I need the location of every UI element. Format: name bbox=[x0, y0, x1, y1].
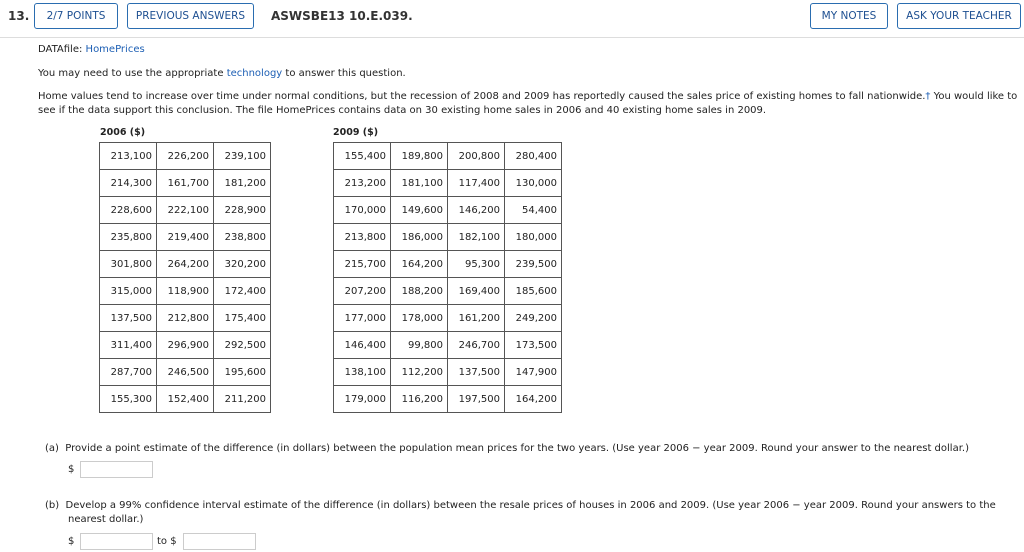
table-row bbox=[100, 386, 271, 413]
table-cell: 246,700 bbox=[448, 332, 505, 359]
table-cell: 292,500 bbox=[214, 332, 271, 359]
table-cell: 239,500 bbox=[505, 251, 562, 278]
table-cell: 170,000 bbox=[334, 197, 391, 224]
table-cell: 228,900 bbox=[214, 197, 271, 224]
table-row bbox=[334, 332, 562, 359]
table-cell: 147,900 bbox=[505, 359, 562, 386]
table-2009 bbox=[333, 142, 562, 413]
intro-text-1: Home values tend to increase over time under normal conditions, but the recession of 2008 and 2009 has reportedly caused the sales price of existing homes to fall nationwide. bbox=[38, 91, 926, 102]
table-row bbox=[100, 143, 271, 170]
table-row bbox=[334, 278, 562, 305]
part-a-label: (a) bbox=[45, 443, 59, 454]
table-cell: 175,400 bbox=[214, 305, 271, 332]
intro-text-1-end: You would like to bbox=[930, 91, 1018, 102]
table-row bbox=[334, 170, 562, 197]
table-cell: 146,200 bbox=[448, 197, 505, 224]
table-cell: 214,300 bbox=[100, 170, 157, 197]
datafile-line bbox=[38, 43, 145, 56]
table-cell: 179,000 bbox=[334, 386, 391, 413]
technology-suffix: to answer this question. bbox=[282, 68, 406, 79]
table-row bbox=[100, 224, 271, 251]
table-cell: 146,400 bbox=[334, 332, 391, 359]
table-cell: 155,400 bbox=[334, 143, 391, 170]
technology-line bbox=[38, 67, 406, 80]
table-cell: 178,000 bbox=[391, 305, 448, 332]
my-notes-button[interactable]: MY NOTES bbox=[810, 3, 888, 29]
table-cell: 137,500 bbox=[100, 305, 157, 332]
table-row bbox=[334, 359, 562, 386]
table-cell: 95,300 bbox=[448, 251, 505, 278]
table-cell: 152,400 bbox=[157, 386, 214, 413]
part-b-prompt bbox=[45, 500, 996, 511]
table-cell: 149,600 bbox=[391, 197, 448, 224]
table-row bbox=[334, 386, 562, 413]
table-cell: 112,200 bbox=[391, 359, 448, 386]
table-cell: 172,400 bbox=[214, 278, 271, 305]
technology-link[interactable]: technology bbox=[226, 68, 283, 79]
table-cell: 215,700 bbox=[334, 251, 391, 278]
table-cell: 155,300 bbox=[100, 386, 157, 413]
part-b-label: (b) bbox=[45, 500, 60, 511]
table-cell: 161,700 bbox=[157, 170, 214, 197]
table-row bbox=[334, 305, 562, 332]
footnote-dagger[interactable]: † bbox=[925, 91, 931, 102]
table-cell: 296,900 bbox=[157, 332, 214, 359]
table-cell: 213,100 bbox=[100, 143, 157, 170]
question-id: ASWSBE13 10.E.039. bbox=[271, 9, 413, 23]
table-cell: 211,200 bbox=[214, 386, 271, 413]
table-cell: 118,900 bbox=[157, 278, 214, 305]
table-cell: 280,400 bbox=[505, 143, 562, 170]
datafile-prefix: DATAfile: bbox=[38, 44, 86, 55]
table-cell: 197,500 bbox=[448, 386, 505, 413]
table-cell: 182,100 bbox=[448, 224, 505, 251]
table-cell: 189,800 bbox=[391, 143, 448, 170]
table-cell: 164,200 bbox=[391, 251, 448, 278]
table-cell: 207,200 bbox=[334, 278, 391, 305]
table-cell: 219,400 bbox=[157, 224, 214, 251]
table-row bbox=[100, 251, 271, 278]
part-b-to-label: to $ bbox=[157, 536, 177, 547]
point-estimate-input[interactable] bbox=[80, 461, 153, 478]
table-cell: 188,200 bbox=[391, 278, 448, 305]
table-cell: 311,400 bbox=[100, 332, 157, 359]
table-2006 bbox=[99, 142, 271, 413]
table-cell: 239,100 bbox=[214, 143, 271, 170]
table-cell: 246,500 bbox=[157, 359, 214, 386]
table-cell: 117,400 bbox=[448, 170, 505, 197]
table-cell: 235,800 bbox=[100, 224, 157, 251]
table-cell: 287,700 bbox=[100, 359, 157, 386]
table-row bbox=[100, 359, 271, 386]
table-cell: 181,200 bbox=[214, 170, 271, 197]
question-number: 13. bbox=[8, 9, 30, 23]
table-cell: 238,800 bbox=[214, 224, 271, 251]
table-cell: 264,200 bbox=[157, 251, 214, 278]
part-b-text-1: Develop a 99% confidence interval estimate of the difference (in dollars) between the resale prices of houses in 2006 and 2009. (Use year 2006 − year 2009. Round your answers to the bbox=[65, 500, 996, 511]
table-cell: 181,100 bbox=[391, 170, 448, 197]
table-cell: 213,200 bbox=[334, 170, 391, 197]
question-header bbox=[0, 0, 1024, 38]
table-cell: 228,600 bbox=[100, 197, 157, 224]
table-cell: 213,800 bbox=[334, 224, 391, 251]
table-cell: 195,600 bbox=[214, 359, 271, 386]
table-2009-header: 2009 ($) bbox=[333, 127, 379, 138]
table-row bbox=[334, 251, 562, 278]
table-cell: 186,000 bbox=[391, 224, 448, 251]
part-a-text: Provide a point estimate of the difference (in dollars) between the population mean prices for the two years. (Use year 2006 − year 2009. Round your answer to the nearest dollar.) bbox=[65, 443, 969, 454]
technology-prefix: You may need to use the appropriate bbox=[38, 68, 227, 79]
table-row bbox=[334, 197, 562, 224]
table-2006-header: 2006 ($) bbox=[100, 127, 146, 138]
datafile-link[interactable]: HomePrices bbox=[85, 44, 145, 55]
intro-line-2: see if the data support this conclusion. The file HomePrices contains data on 30 existing home sales in 2006 and 40 existing home sales in 2009. bbox=[38, 105, 767, 116]
table-row bbox=[100, 278, 271, 305]
table-cell: 226,200 bbox=[157, 143, 214, 170]
ci-upper-input[interactable] bbox=[183, 533, 256, 550]
table-cell: 161,200 bbox=[448, 305, 505, 332]
ci-lower-input[interactable] bbox=[80, 533, 153, 550]
table-row bbox=[334, 224, 562, 251]
table-cell: 180,000 bbox=[505, 224, 562, 251]
table-row bbox=[100, 197, 271, 224]
table-cell: 320,200 bbox=[214, 251, 271, 278]
table-cell: 137,500 bbox=[448, 359, 505, 386]
table-cell: 200,800 bbox=[448, 143, 505, 170]
part-b-currency: $ bbox=[68, 536, 75, 547]
table-cell: 116,200 bbox=[391, 386, 448, 413]
table-row bbox=[334, 143, 562, 170]
table-cell: 177,000 bbox=[334, 305, 391, 332]
table-row bbox=[100, 305, 271, 332]
table-cell: 164,200 bbox=[505, 386, 562, 413]
intro-line-1 bbox=[38, 90, 1017, 103]
table-cell: 315,000 bbox=[100, 278, 157, 305]
points-button[interactable]: 2/7 POINTS bbox=[34, 3, 118, 29]
table-cell: 138,100 bbox=[334, 359, 391, 386]
table-cell: 212,800 bbox=[157, 305, 214, 332]
table-cell: 130,000 bbox=[505, 170, 562, 197]
part-a-prompt bbox=[45, 443, 969, 454]
table-cell: 249,200 bbox=[505, 305, 562, 332]
table-cell: 173,500 bbox=[505, 332, 562, 359]
table-row bbox=[100, 332, 271, 359]
part-b-text-2: nearest dollar.) bbox=[68, 514, 144, 525]
part-a-currency: $ bbox=[68, 464, 75, 475]
table-cell: 301,800 bbox=[100, 251, 157, 278]
table-cell: 185,600 bbox=[505, 278, 562, 305]
previous-answers-button[interactable]: PREVIOUS ANSWERS bbox=[127, 3, 254, 29]
table-row bbox=[100, 170, 271, 197]
ask-teacher-button[interactable]: ASK YOUR TEACHER bbox=[897, 3, 1021, 29]
table-cell: 169,400 bbox=[448, 278, 505, 305]
table-cell: 54,400 bbox=[505, 197, 562, 224]
table-cell: 99,800 bbox=[391, 332, 448, 359]
table-cell: 222,100 bbox=[157, 197, 214, 224]
